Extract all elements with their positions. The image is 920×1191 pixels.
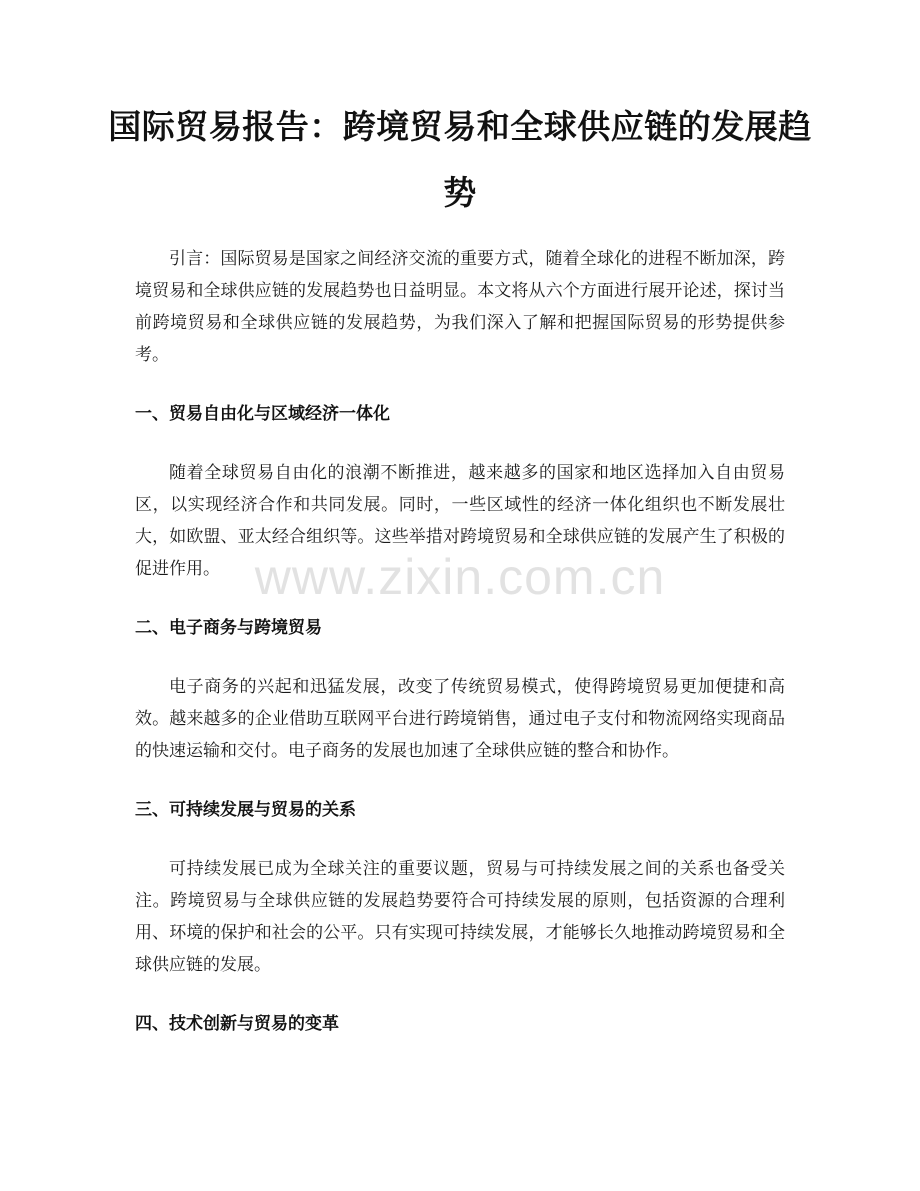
section-paragraph-2: 电子商务的兴起和迅猛发展，改变了传统贸易模式，使得跨境贸易更加便捷和高效。越来越多的企业借助互联网平台进行跨境销售，通过电子支付和物流网络实现商品的快速运输和交付。电子商务的发展也加速了全球供应链的整合和协作。 bbox=[135, 677, 785, 761]
section-heading-4: 四、技术创新与贸易的变革 bbox=[135, 1014, 339, 1034]
section-paragraph-1: 随着全球贸易自由化的浪潮不断推进，越来越多的国家和地区选择加入自由贸易区，以实现经济合作和共同发展。同时，一些区域性的经济一体化组织也不断发展壮大，如欧盟、亚太经合组织等。这些举措对跨境贸易和全球供应链的发展产生了积极的促进作用。 bbox=[135, 463, 785, 579]
section-paragraph-3: 可持续发展已成为全球关注的重要议题，贸易与可持续发展之间的关系也备受关注。跨境贸易与全球供应链的发展趋势要符合可持续发展的原则，包括资源的合理利用、环境的保护和社会的公平。只有实现可持续发展，才能够长久地推动跨境贸易和全球供应链的发展。 bbox=[135, 859, 785, 975]
document-title: 国际贸易报告：跨境贸易和全球供应链的发展趋势 bbox=[108, 107, 812, 212]
document-body bbox=[135, 243, 785, 1067]
watermark: www.zixin.com.cn bbox=[254, 549, 666, 605]
intro-paragraph: 引言：国际贸易是国家之间经济交流的重要方式，随着全球化的进程不断加深，跨境贸易和全球供应链的发展趋势也日益明显。本文将从六个方面进行展开论述，探讨当前跨境贸易和全球供应链的发展趋势，为我们深入了解和把握国际贸易的形势提供参考。 bbox=[135, 249, 785, 365]
section-heading-3: 三、可持续发展与贸易的关系 bbox=[135, 800, 356, 820]
section-heading-2: 二、电子商务与跨境贸易 bbox=[135, 618, 322, 638]
section-heading-1: 一、贸易自由化与区域经济一体化 bbox=[135, 404, 390, 424]
